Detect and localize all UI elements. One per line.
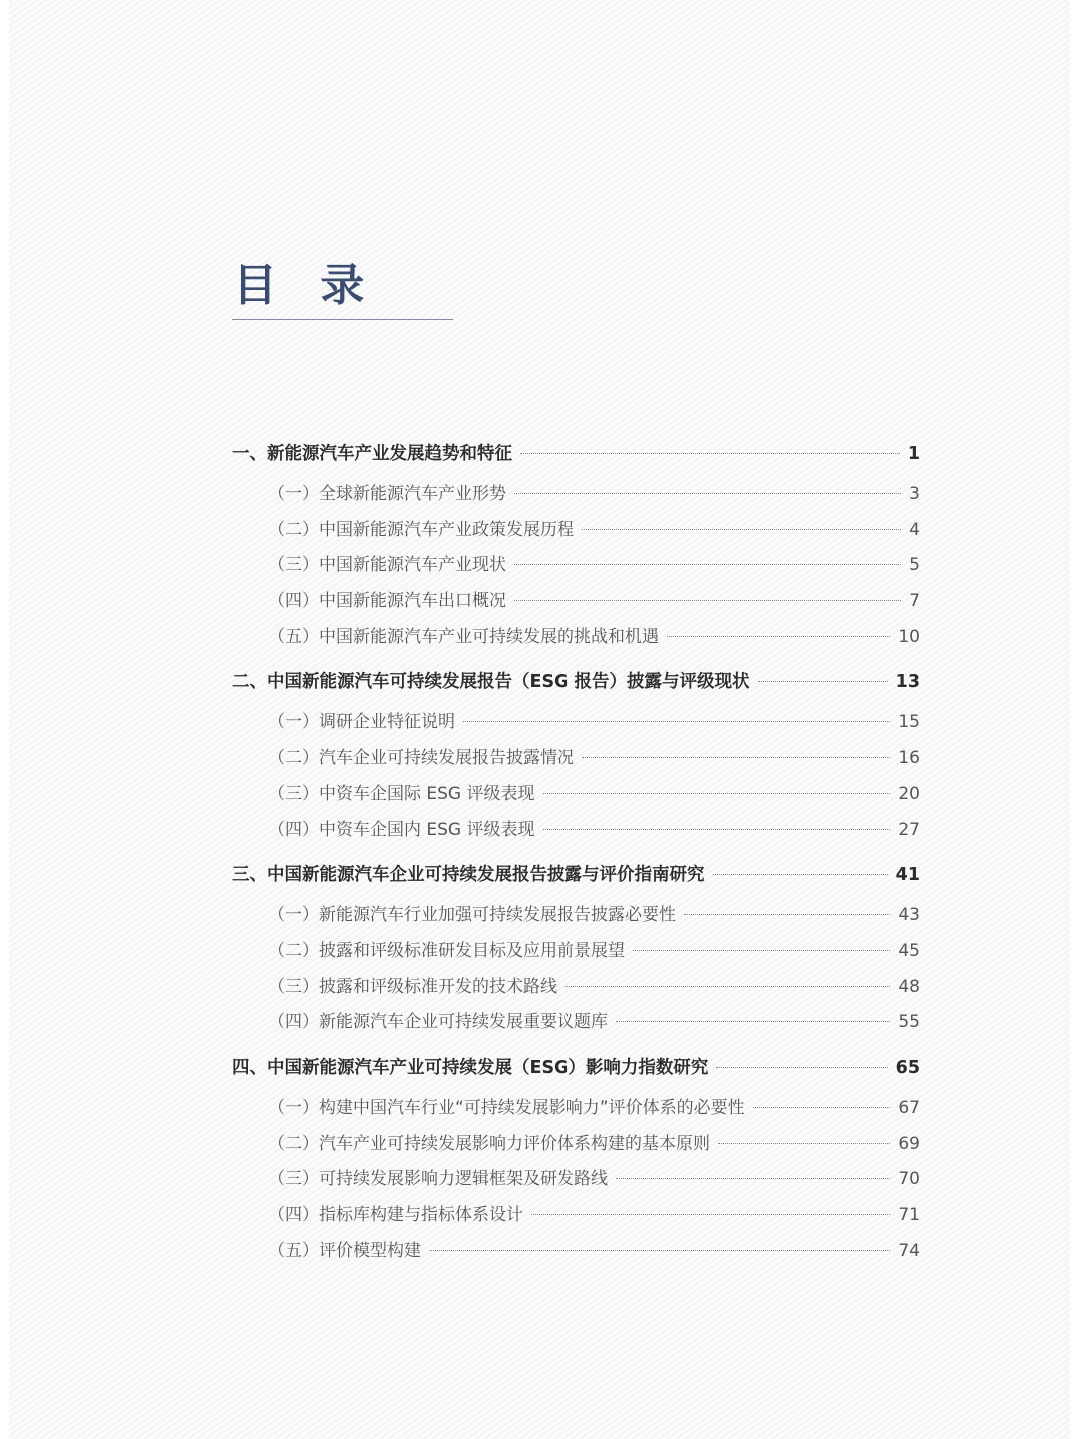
title-underline [232, 319, 453, 320]
toc-section-4 [232, 1050, 920, 1269]
toc-chapter-label: 二、中国新能源汽车可持续发展报告（ESG 报告）披露与评级现状 [232, 672, 750, 693]
dot-leader [582, 757, 890, 758]
dot-leader [633, 950, 890, 951]
toc-page-number: 3 [909, 484, 920, 504]
dot-leader [543, 829, 891, 830]
toc-subsection[interactable] [232, 548, 920, 584]
dot-leader [531, 1214, 890, 1215]
toc-page-number: 16 [898, 748, 920, 769]
toc-subsection-label: （四）新能源汽车企业可持续发展重要议题库 [268, 1012, 608, 1033]
toc-page-number: 65 [895, 1057, 920, 1078]
toc-subsection-label: （三）中资车企国际 ESG 评级表现 [268, 783, 535, 804]
toc-chapter[interactable] [232, 436, 920, 472]
toc-subsection-label: （五）评价模型构建 [268, 1240, 421, 1261]
dot-leader [718, 1143, 890, 1144]
dot-leader [514, 564, 901, 565]
toc-page-number: 10 [898, 626, 920, 647]
toc-subsection-label: （二）中国新能源汽车产业政策发展历程 [268, 519, 574, 540]
dot-leader [684, 914, 890, 915]
toc-subsection[interactable] [232, 1234, 920, 1270]
toc-subsection[interactable] [232, 741, 920, 777]
dot-leader [565, 986, 890, 987]
toc-chapter[interactable] [232, 857, 920, 893]
toc-section-2 [232, 664, 920, 848]
toc-subsection[interactable] [232, 1162, 920, 1198]
toc-subsection-label: （一）新能源汽车行业加强可持续发展报告披露必要性 [268, 905, 676, 926]
toc-subsection[interactable] [232, 813, 920, 849]
toc-section-1 [232, 436, 920, 655]
toc-subsection[interactable] [232, 705, 920, 741]
dot-leader [543, 793, 891, 794]
toc-chapter-label: 一、新能源汽车产业发展趋势和特征 [232, 444, 512, 464]
dot-leader [429, 1250, 890, 1251]
toc-subsection-label: （一）调研企业特征说明 [268, 712, 455, 733]
toc-page-number: 70 [898, 1169, 920, 1190]
toc-subsection[interactable] [232, 970, 920, 1006]
toc-page-number: 71 [898, 1205, 920, 1225]
toc-page-number: 41 [895, 865, 920, 886]
toc-chapter-label: 四、中国新能源汽车产业可持续发展（ESG）影响力指数研究 [232, 1057, 709, 1078]
page-title: 目 录 [233, 260, 379, 311]
toc-subsection-label: （四）指标库构建与指标体系设计 [268, 1205, 523, 1225]
toc-page-number: 69 [898, 1133, 920, 1154]
toc-subsection[interactable] [232, 1127, 920, 1163]
dot-leader [582, 529, 901, 530]
dot-leader [616, 1178, 890, 1179]
toc-subsection-label: （三）可持续发展影响力逻辑框架及研发路线 [268, 1169, 608, 1190]
toc-subsection-label: （二）汽车产业可持续发展影响力评价体系构建的基本原则 [268, 1133, 710, 1154]
toc-subsection[interactable] [232, 584, 920, 620]
toc-subsection[interactable] [232, 777, 920, 813]
toc-subsection[interactable] [232, 620, 920, 656]
toc-page-number: 55 [898, 1012, 920, 1033]
toc-subsection-label: （二）汽车企业可持续发展报告披露情况 [268, 748, 574, 769]
dot-leader [514, 600, 901, 601]
toc-page-number: 27 [898, 819, 920, 840]
toc-subsection-label: （二）披露和评级标准研发目标及应用前景展望 [268, 940, 625, 961]
toc-subsection-label: （四）中国新能源汽车出口概况 [268, 591, 506, 612]
toc-subsection-label: （三）中国新能源汽车产业现状 [268, 555, 506, 576]
toc-subsection[interactable] [232, 934, 920, 970]
toc-chapter-label: 三、中国新能源汽车企业可持续发展报告披露与评价指南研究 [232, 865, 705, 886]
toc-section-3 [232, 857, 920, 1041]
toc-subsection[interactable] [232, 513, 920, 549]
dot-leader [520, 453, 900, 454]
toc-page-number: 15 [898, 712, 920, 733]
toc-page-number: 13 [895, 672, 920, 693]
toc-page-number: 20 [898, 783, 920, 804]
toc-subsection-label: （一）全球新能源汽车产业形势 [268, 484, 506, 504]
dot-leader [463, 721, 890, 722]
toc-page-number: 67 [898, 1097, 920, 1118]
dot-leader [514, 493, 901, 494]
toc-page-number: 5 [909, 555, 920, 576]
dot-leader [758, 681, 888, 682]
dot-leader [753, 1107, 891, 1108]
toc-subsection-label: （四）中资车企国内 ESG 评级表现 [268, 819, 535, 840]
toc-subsection[interactable] [232, 1198, 920, 1234]
toc-page-number: 7 [909, 591, 920, 612]
toc-page-number: 43 [898, 905, 920, 926]
toc-chapter[interactable] [232, 664, 920, 700]
toc-subsection-label: （三）披露和评级标准开发的技术路线 [268, 976, 557, 997]
toc-subsection[interactable] [232, 898, 920, 934]
table-of-contents [232, 436, 920, 1269]
toc-page-number: 74 [898, 1240, 920, 1261]
toc-page-number: 4 [909, 519, 920, 540]
dot-leader [667, 636, 890, 637]
toc-page-number: 48 [898, 976, 920, 997]
dot-leader [716, 1067, 887, 1068]
toc-subsection-label: （五）中国新能源汽车产业可持续发展的挑战和机遇 [268, 626, 659, 647]
toc-subsection-label: （一）构建中国汽车行业“可持续发展影响力”评价体系的必要性 [268, 1097, 745, 1118]
toc-subsection[interactable] [232, 477, 920, 513]
dot-leader [616, 1021, 890, 1022]
dot-leader [713, 874, 888, 875]
toc-page-number: 45 [898, 940, 920, 961]
toc-chapter[interactable] [232, 1050, 920, 1086]
document-page [9, 0, 1070, 1439]
toc-page-number: 1 [907, 444, 920, 464]
toc-subsection[interactable] [232, 1091, 920, 1127]
toc-subsection[interactable] [232, 1005, 920, 1041]
